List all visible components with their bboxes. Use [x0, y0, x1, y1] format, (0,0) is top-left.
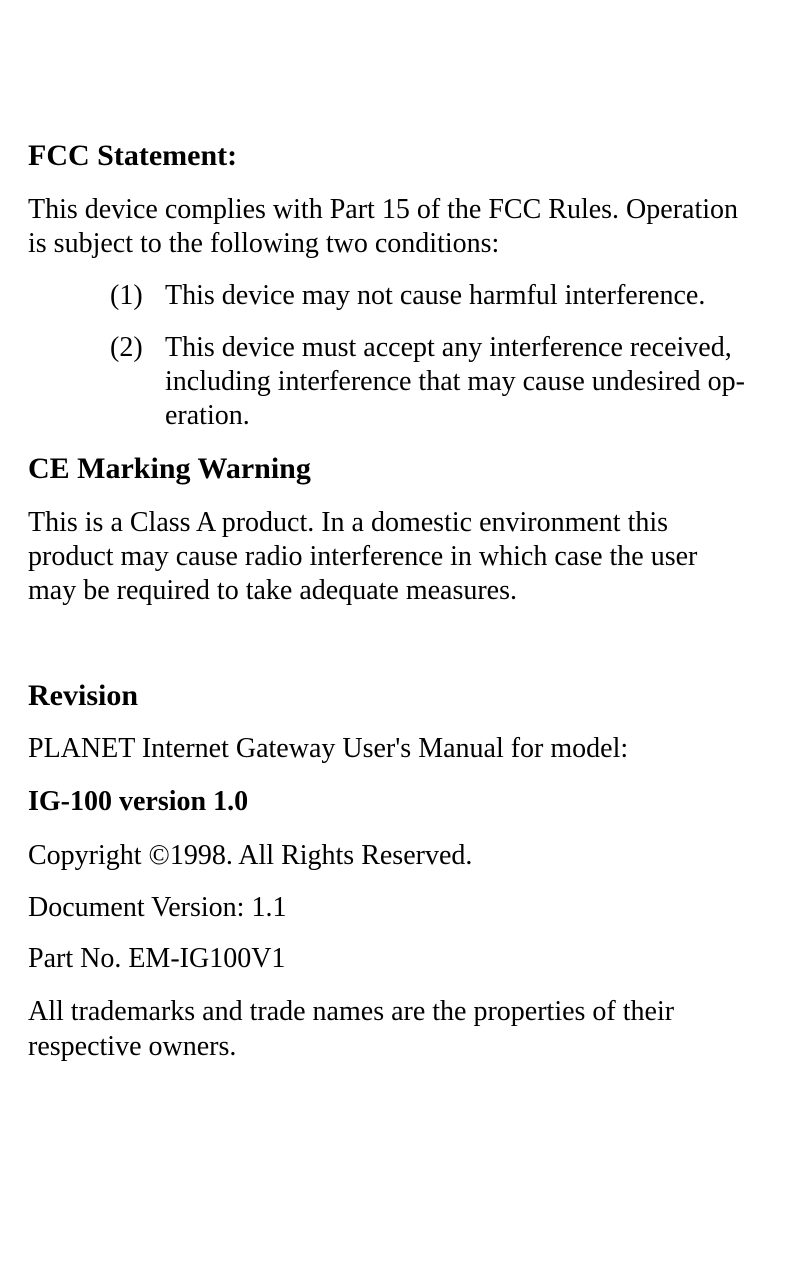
- condition-text-line-1: This device must accept any interference received,: [165, 332, 732, 363]
- ce-line-3: may be required to take adequate measures.: [28, 575, 518, 606]
- revision-heading: Revision: [28, 679, 139, 712]
- condition-number: (2): [110, 332, 143, 363]
- ce-line-1: This is a Class A product. In a domestic environment this: [28, 507, 669, 538]
- fcc-intro-line-2: is subject to the following two conditions:: [28, 228, 500, 259]
- trademarks-line-2: respective owners.: [28, 1031, 237, 1062]
- manual-line: PLANET Internet Gateway User's Manual for model:: [28, 733, 629, 764]
- ce-line-2: product may cause radio interference in which case the user: [28, 541, 698, 572]
- document-version-line: Document Version: 1.1: [28, 892, 287, 923]
- condition-text-line-2: including interference that may cause undesired op-: [165, 366, 745, 397]
- condition-text: This device may not cause harmful interference.: [165, 280, 706, 311]
- part-number-line: Part No. EM-IG100V1: [28, 943, 286, 974]
- fcc-heading: FCC Statement:: [28, 139, 238, 172]
- copyright-line: Copyright ©1998. All Rights Reserved.: [28, 840, 473, 871]
- model-line: IG-100 version 1.0: [28, 786, 249, 817]
- condition-number: (1): [110, 280, 143, 311]
- trademarks-line-1: All trademarks and trade names are the properties of their: [28, 996, 675, 1027]
- ce-heading: CE Marking Warning: [28, 452, 311, 485]
- fcc-intro-line-1: This device complies with Part 15 of the FCC Rules. Operation: [28, 194, 739, 225]
- condition-text-line-3: eration.: [165, 400, 250, 431]
